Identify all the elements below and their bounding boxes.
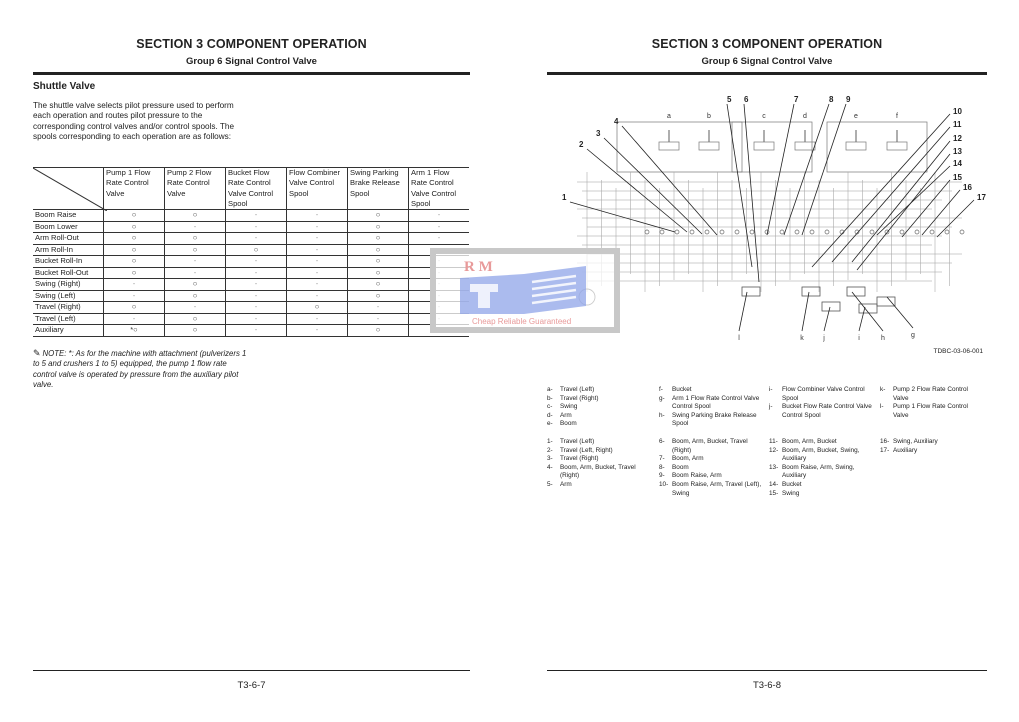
table-cell: - (226, 256, 287, 268)
legend-key: k- (880, 386, 886, 393)
pilot-valve-symbol (754, 142, 774, 150)
figure-id: TDBC-03-06-001 (933, 348, 983, 355)
callout-leader-line (739, 292, 747, 331)
diagram-letter-label: e (854, 113, 858, 120)
legend-key: 13- (769, 463, 779, 471)
diagram-letter-label: j (823, 335, 825, 342)
table-cell: - (226, 267, 287, 279)
legend-value: Travel (Right) (560, 394, 599, 402)
legend-numbers-col2 (659, 438, 767, 498)
callout-leader-line (832, 127, 950, 262)
diagram-number-label: 3 (596, 129, 601, 138)
group-title: Group 6 Signal Control Valve (701, 56, 833, 67)
legend-item (880, 386, 978, 403)
legend-item (659, 464, 767, 473)
footer-rule (33, 670, 470, 671)
diagram-letter-label: g (911, 332, 915, 339)
legend-key: 16- (880, 438, 890, 445)
legend-key: g- (659, 394, 665, 402)
page-number: T3-6-7 (237, 680, 266, 691)
row-label: Arm Roll-Out (33, 233, 104, 245)
legend-key: h- (659, 411, 665, 419)
legend-item (547, 438, 652, 447)
table-cell: ○ (104, 221, 165, 233)
diagram-number-label: 2 (579, 140, 584, 149)
callout-leader-line (877, 166, 950, 235)
control-spool-symbol (742, 287, 760, 296)
row-label: Auxiliary (33, 325, 104, 337)
table-cell: ○ (287, 302, 348, 314)
row-label: Bucket Roll-Out (33, 267, 104, 279)
intro-paragraph: The shuttle valve selects pilot pressure used to perform each operation and routes pilot pressure to the corresponding control valves and/or control spools. The spools corresponding to each operation are as follows: (33, 101, 235, 142)
page-number: T3-6-8 (753, 680, 781, 691)
legend-item (769, 490, 877, 499)
control-spool-symbol (847, 287, 865, 296)
legend-item (659, 481, 767, 498)
right-page (547, 0, 987, 722)
table-row (33, 221, 469, 233)
table-cell: ○ (104, 233, 165, 245)
legend-numbers-col1 (547, 438, 652, 490)
legend-item (880, 447, 978, 456)
legend-letters-col3 (769, 386, 877, 420)
table-cell: ○ (165, 290, 226, 302)
table-row (33, 210, 469, 222)
table-cell: ○ (348, 279, 409, 291)
callout-leader-line (887, 297, 913, 328)
shuttle-valve-symbol (930, 230, 934, 234)
legend-key: j- (769, 403, 773, 411)
diagram-letter-label: a (667, 113, 671, 120)
row-label: Boom Lower (33, 221, 104, 233)
diagram-letter-label: l (738, 335, 740, 342)
table-cell: ○ (165, 325, 226, 337)
callout-leader-line (812, 114, 950, 267)
legend-value: Travel (Left, Right) (560, 446, 613, 454)
diagram-letter-label: h (881, 335, 885, 342)
watermark-graphic (436, 254, 614, 327)
col-header-pump1: Pump 1 Flow Rate Control Valve (104, 168, 165, 210)
legend-item (769, 386, 877, 403)
legend-item (547, 420, 652, 429)
table-cell: ○ (165, 279, 226, 291)
shuttle-valve-symbol (690, 230, 694, 234)
legend-value: Boom, Arm, Bucket, Swing, Auxiliary (782, 446, 860, 463)
col-header-swing-parking: Swing Parking Brake Release Spool (348, 168, 409, 210)
legend-numbers-col4 (880, 438, 978, 455)
callout-leader-line (727, 104, 752, 267)
row-label: Bucket Roll-In (33, 256, 104, 268)
legend-key: b- (547, 394, 553, 402)
col-header-pump2: Pump 2 Flow Rate Control Valve (165, 168, 226, 210)
table-cell: - (409, 221, 470, 233)
diagram-number-label: 7 (794, 95, 799, 104)
table-row (33, 325, 469, 337)
legend-item (547, 386, 652, 395)
diagonal-corner-cell (33, 168, 104, 210)
table-cell: - (287, 233, 348, 245)
legend-item (659, 455, 767, 464)
legend-item (769, 403, 877, 420)
note (33, 348, 248, 391)
control-spool-symbol (877, 297, 895, 306)
legend-item (547, 447, 652, 456)
footer-rule (547, 670, 987, 671)
control-spool-symbol (802, 287, 820, 296)
table-cell: - (226, 233, 287, 245)
legend-letters-col1 (547, 386, 652, 429)
row-label: Travel (Right) (33, 302, 104, 314)
pilot-valve-symbol (659, 142, 679, 150)
legend-value: Boom, Arm (672, 455, 704, 463)
table-row (33, 290, 469, 302)
callout-leader-line (857, 154, 950, 270)
pilot-valve-symbol (887, 142, 907, 150)
group-title: Group 6 Signal Control Valve (186, 56, 317, 67)
legend-item (659, 438, 767, 455)
legend-value: Boom, Arm, Bucket (782, 438, 837, 445)
diagram-number-label: 5 (727, 95, 732, 104)
table-cell: ○ (104, 267, 165, 279)
legend-item (880, 403, 978, 420)
diagram-number-label: 15 (953, 173, 962, 182)
table-cell: - (409, 233, 470, 245)
legend-key: 11- (769, 438, 778, 445)
table-cell: ○ (104, 210, 165, 222)
shuttle-valve-symbol (915, 230, 919, 234)
legend-key: 12- (769, 446, 779, 454)
watermark-letters: R M (464, 259, 493, 275)
left-page (33, 0, 470, 722)
legend-item (547, 464, 652, 481)
table-cell: ○ (348, 256, 409, 268)
diagram-number-label: 1 (562, 193, 567, 202)
legend-value: Travel (Left) (560, 386, 595, 393)
legend-item (547, 395, 652, 404)
callout-leader-line (587, 149, 687, 232)
diagram-number-label: 12 (953, 134, 962, 143)
table-cell: - (287, 221, 348, 233)
table-cell: - (104, 313, 165, 325)
legend-item (547, 481, 652, 490)
shuttle-valve-symbol (720, 230, 724, 234)
table-cell: ○ (348, 267, 409, 279)
legend-item (769, 447, 877, 464)
legend-item (769, 464, 877, 481)
table-cell: - (287, 256, 348, 268)
diagram-letter-label: i (858, 335, 860, 342)
shuttle-valve-symbol (645, 230, 649, 234)
legend-value: Bucket (672, 386, 692, 393)
legend-key: 3- (547, 455, 553, 463)
table-cell: - (287, 325, 348, 337)
legend-key: 8- (659, 463, 665, 471)
shuttle-valve-symbol (795, 230, 799, 234)
watermark-logo (430, 248, 620, 333)
shuttle-valve-symbol (825, 230, 829, 234)
legend-key: 17- (880, 446, 890, 454)
legend-value: Flow Combiner Valve Control Spool (782, 386, 865, 402)
table-cell: - (287, 244, 348, 256)
legend-key: 7- (659, 455, 665, 463)
table-cell: - (348, 313, 409, 325)
shuttle-valve-symbol (735, 230, 739, 234)
table-cell: - (287, 279, 348, 291)
diagram-number-label: 10 (953, 107, 962, 116)
pencil-icon: ✎ (33, 348, 41, 358)
section-title: SECTION 3 COMPONENT OPERATION (136, 37, 367, 51)
note-text: *: As for the machine with attachment (pulverizers 1 to 5 and crushers 1 to 5) equipped, the pump 1 flow rate control valve is operated by pressure from the auxiliary pilot valve. (33, 349, 247, 390)
table-cell: - (409, 210, 470, 222)
row-label: Swing (Right) (33, 279, 104, 291)
legend-key: 2- (547, 446, 553, 454)
col-header-bucket-flow: Bucket Flow Rate Control Valve Control Spool (226, 168, 287, 210)
legend-key: i- (769, 386, 773, 393)
table-cell: ○ (348, 210, 409, 222)
legend-value: Boom (672, 463, 689, 471)
legend-numbers-col3 (769, 438, 877, 498)
legend-item (880, 438, 978, 447)
callout-leader-line (604, 138, 702, 234)
control-spool-symbol (822, 302, 840, 311)
legend-letters-col4 (880, 386, 978, 420)
legend-value: Boom, Arm, Bucket, Travel (Right) (560, 463, 636, 480)
table-cell: - (226, 279, 287, 291)
legend-key: 9- (659, 472, 665, 480)
diagonal-line (33, 168, 107, 211)
callout-leader-line (937, 200, 974, 237)
diagram-letter-label: d (803, 113, 807, 120)
table-cell: ○ (226, 244, 287, 256)
legend-key: l- (880, 403, 884, 411)
shuttle-valve-symbol (780, 230, 784, 234)
diagram-letter-label: b (707, 113, 711, 120)
callout-leader-line (802, 292, 809, 331)
table-cell: - (165, 256, 226, 268)
legend-value: Arm (560, 480, 572, 488)
table-row (33, 233, 469, 245)
table-cell: ○ (348, 244, 409, 256)
table-cell: ○ (104, 256, 165, 268)
table-cell: ○ (165, 233, 226, 245)
shuttle-valve-symbol (945, 230, 949, 234)
table-row (33, 313, 469, 325)
pilot-valve-symbol (846, 142, 866, 150)
pilot-valve-box-right (827, 122, 927, 172)
legend-key: f- (659, 386, 663, 393)
shuttle-valve-symbol (960, 230, 964, 234)
diagram-letter-label: f (896, 113, 898, 120)
legend-value: Arm (560, 411, 572, 419)
legend-value: Swing (560, 403, 578, 411)
legend-value: Boom Raise, Arm, Swing, Auxiliary (782, 463, 855, 480)
legend-item (769, 481, 877, 490)
table-cell: - (226, 290, 287, 302)
shuttle-valve-symbol (900, 230, 904, 234)
legend-key: 15- (769, 489, 779, 497)
row-label: Travel (Left) (33, 313, 104, 325)
legend-item (547, 455, 652, 464)
legend-item (659, 472, 767, 481)
legend-value: Arm 1 Flow Rate Control Valve Control Spool (672, 394, 760, 411)
table-cell: ○ (165, 313, 226, 325)
table-cell: *○ (104, 325, 165, 337)
shuttle-valve-symbol (705, 230, 709, 234)
header-rule (547, 72, 987, 75)
shuttle-valve-symbol (750, 230, 754, 234)
shuttle-valve-symbol (675, 230, 679, 234)
table-cell: - (226, 313, 287, 325)
callout-leader-line (802, 104, 846, 235)
legend-value: Boom (560, 420, 577, 428)
table-cell: ○ (165, 210, 226, 222)
table-row (33, 244, 469, 256)
diagram-number-label: 4 (614, 117, 619, 126)
shuttle-valve-symbol (810, 230, 814, 234)
legend-letters-col2 (659, 386, 767, 429)
legend-value: Auxiliary (893, 446, 918, 454)
row-label: Boom Raise (33, 210, 104, 222)
table-cell: - (226, 210, 287, 222)
diagram-number-label: 16 (963, 183, 972, 192)
table-cell: - (165, 267, 226, 279)
spool-table (33, 167, 469, 337)
table-cell: ○ (104, 244, 165, 256)
shuttle-valve-symbol (870, 230, 874, 234)
table-cell: ○ (348, 221, 409, 233)
legend-key: 6- (659, 438, 665, 445)
diagram-number-label: 13 (953, 147, 962, 156)
diagram-number-label: 14 (953, 159, 962, 168)
diagram-letter-label: k (800, 335, 804, 342)
table-cell: - (287, 267, 348, 279)
legend-key: a- (547, 386, 553, 393)
legend-item (659, 412, 767, 429)
shuttle-valve-heading: Shuttle Valve (33, 81, 96, 92)
legend-item (659, 386, 767, 395)
table-row (33, 302, 469, 314)
diagram-number-label: 11 (953, 120, 962, 129)
table-cell: - (287, 313, 348, 325)
callout-leader-line (859, 307, 865, 331)
callout-leader-line (852, 292, 883, 331)
table-cell: - (226, 302, 287, 314)
legend-value: Pump 1 Flow Rate Control Valve (893, 403, 968, 419)
legend-key: 5- (547, 480, 553, 488)
legend-key: 1- (547, 438, 553, 445)
table-header-row (33, 168, 469, 210)
pilot-valve-box-mid (732, 122, 812, 172)
table-cell: - (348, 302, 409, 314)
legend-key: e- (547, 420, 553, 428)
table-row (33, 279, 469, 291)
row-label: Swing (Left) (33, 290, 104, 302)
col-header-arm1-flow: Arm 1 Flow Rate Control Valve Control Spool (409, 168, 470, 210)
legend-value: Bucket Flow Rate Control Valve Control Spool (782, 403, 872, 419)
table-cell: - (165, 302, 226, 314)
row-label: Arm Roll-In (33, 244, 104, 256)
legend-key: c- (547, 403, 553, 411)
legend-value: Pump 2 Flow Rate Control Valve (893, 386, 968, 402)
watermark-tagline: Cheap Reliable Guaranteed (472, 317, 572, 326)
legend-value: Swing Parking Brake Release Spool (672, 411, 757, 428)
table-cell: ○ (348, 233, 409, 245)
table-cell: - (287, 290, 348, 302)
table-cell: ○ (348, 290, 409, 302)
table-cell: - (226, 221, 287, 233)
legend-value: Swing, Auxiliary (893, 438, 938, 445)
table-cell: - (104, 290, 165, 302)
section-title: SECTION 3 COMPONENT OPERATION (651, 37, 883, 51)
callout-leader-line (622, 126, 717, 235)
col-header-flow-combiner: Flow Combiner Valve Control Spool (287, 168, 348, 210)
legend-value: Travel (Right) (560, 455, 599, 463)
legend-item (769, 438, 877, 447)
legend-value: Travel (Left) (560, 438, 595, 445)
legend-key: d- (547, 411, 553, 419)
header-rule (33, 72, 470, 75)
pilot-valve-box-left (617, 122, 742, 172)
shuttle-valve-symbol (660, 230, 664, 234)
diagram-letter-label: c (762, 113, 766, 120)
callout-leader-line (784, 104, 829, 235)
legend-value: Boom, Arm, Bucket, Travel (Right) (672, 438, 748, 454)
note-label: NOTE: (42, 349, 67, 358)
table-cell: ○ (104, 302, 165, 314)
table-cell: - (165, 221, 226, 233)
legend-value: Boom Raise, Arm (672, 472, 722, 480)
legend-item (659, 395, 767, 412)
table-row (33, 267, 469, 279)
diagram-number-label: 9 (846, 95, 851, 104)
legend-value: Swing (782, 489, 800, 497)
diagram-number-label: 17 (977, 193, 986, 202)
legend-value: Boom Raise, Arm, Travel (Left), Swing (672, 480, 762, 497)
legend-key: 4- (547, 463, 553, 471)
table-cell: ○ (348, 325, 409, 337)
table-row (33, 256, 469, 268)
diagram-number-label: 8 (829, 95, 834, 104)
legend-value: Bucket (782, 480, 802, 488)
callout-leader-line (922, 190, 960, 235)
legend-item (547, 403, 652, 412)
table-cell: - (226, 325, 287, 337)
legend-key: 14- (769, 480, 779, 488)
legend-key: 10- (659, 480, 669, 488)
legend-item (547, 412, 652, 421)
pilot-valve-symbol (699, 142, 719, 150)
table-cell: - (104, 279, 165, 291)
table-cell: ○ (165, 244, 226, 256)
table-cell: - (287, 210, 348, 222)
diagram-number-label: 6 (744, 95, 749, 104)
